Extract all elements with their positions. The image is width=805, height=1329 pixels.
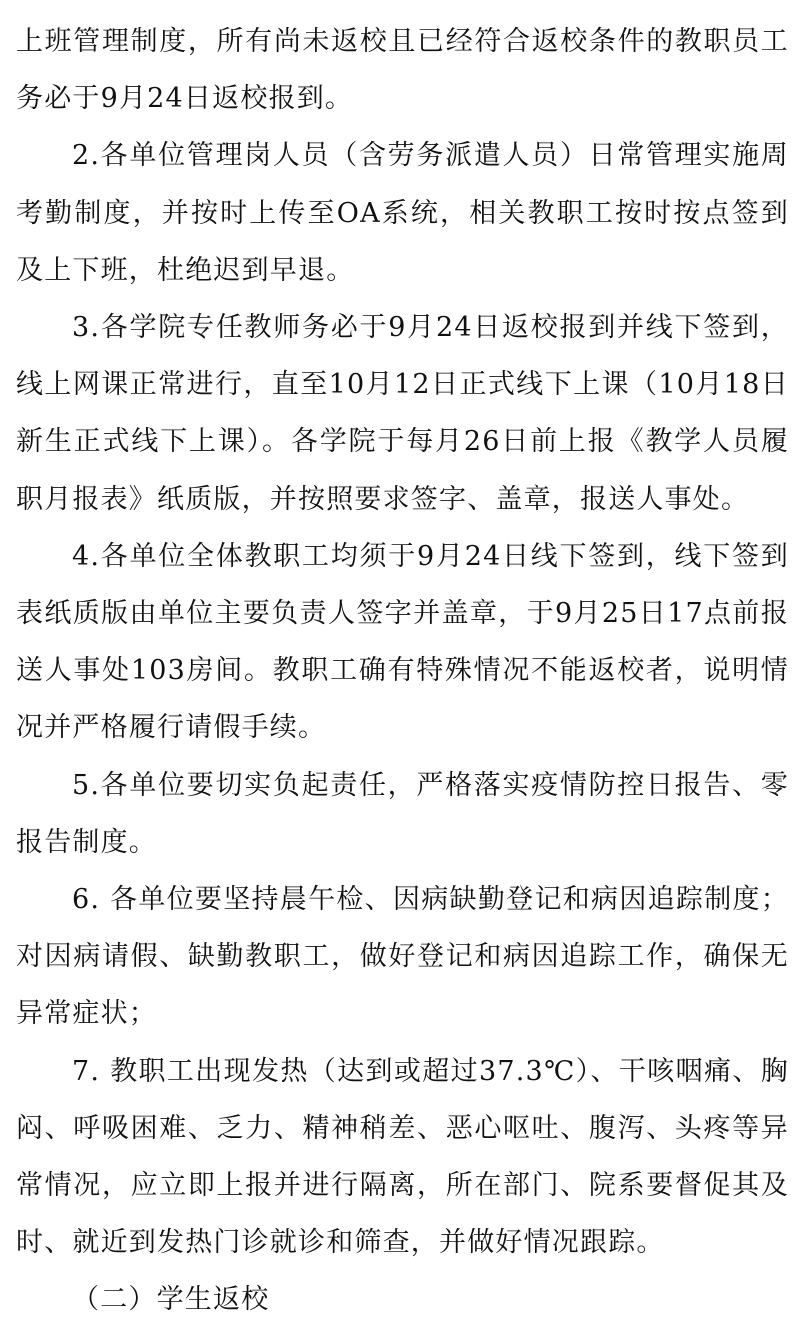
paragraph-item-5: 5.各单位要切实负起责任，严格落实疫情防控日报告、零报告制度。 — [16, 769, 789, 858]
paragraph-item-4: 4.各单位全体教职工均须于9月24日线下签到，线下签到表纸质版由单位主要负责人签字并盖章，于9月25日17点前报送人事处103房间。教职工确有特殊情况不能返校者，说明情况并严格履行请假手续。 — [16, 540, 789, 744]
section-heading: （二）学生返校 — [72, 1284, 270, 1316]
paragraph-item-6: 6. 各单位要坚持晨午检、因病缺勤登记和病因追踪制度；对因病请假、缺勤教职工，做好登记和病因追踪工作，确保无异常症状； — [16, 884, 789, 1030]
paragraph-continuation: 上班管理制度，所有尚未返校且已经符合返校条件的教职员工务必于9月24日返校报到。 — [16, 26, 789, 115]
paragraph-item-2: 2.各单位管理岗人员（含劳务派遣人员）日常管理实施周考勤制度，并按时上传至OA系统，相关教职工按时按点签到及上下班，杜绝迟到早退。 — [16, 140, 789, 286]
paragraph-item-7: 7. 教职工出现发热（达到或超过37.3℃）、干咳咽痛、胸闷、呼吸困难、乏力、精神稍差、恶心呕吐、腹泻、头疼等异常情况，应立即上报并进行隔离，所在部门、院系要督促其及时、就近到发热门诊就诊和筛查，并做好情况跟踪。 — [16, 1055, 789, 1259]
paragraph-item-3: 3.各学院专任教师务必于9月24日返校报到并线下签到，线上网课正常进行，直至10月12日正式线下上课（10月18日新生正式线下上课）。各学院于每月26日前上报《教学人员履职月报表》纸质版，并按照要求签字、盖章，报送人事处。 — [16, 312, 789, 515]
